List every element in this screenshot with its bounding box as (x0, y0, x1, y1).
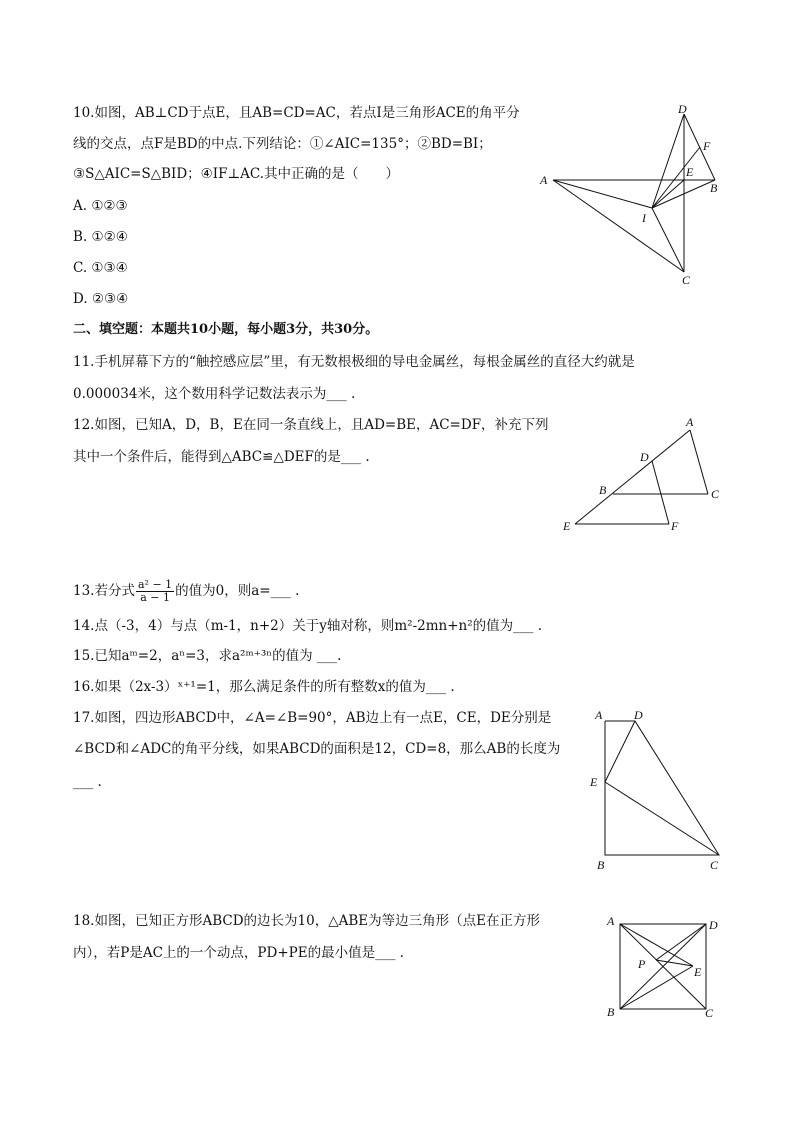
q10-option-c: C. ①③④ (73, 260, 128, 276)
q13-numerator: a² − 1 (137, 578, 173, 591)
q10-label-a: A (540, 173, 548, 187)
q16-line: 16.如果（2x-3）ˣ⁺¹=1，那么满足条件的所有整数x的值为___ . (73, 679, 455, 695)
q10-figure (535, 100, 725, 290)
q12-label-f: F (671, 519, 679, 533)
q12-figure (555, 408, 735, 538)
q10-option-b: B. ①②④ (73, 229, 128, 245)
q12-label-b: B (599, 483, 607, 497)
q17-line-3: ___ . (73, 774, 102, 790)
q12-seg-ea (575, 430, 690, 524)
q11-line-2: 0.000034米，这个数用科学记数法表示为___ . (73, 386, 356, 402)
q11-line-1: 11.手机屏幕下方的“触控感应层”里，有无数根极细的导电金属丝，每根金属丝的直径大约就是 (73, 354, 635, 370)
q12-line-1: 12.如图，已知A，D，B，E在同一条直线上，且AD=BE，AC=DF，补充下列 (73, 417, 549, 433)
q10-line-3: ③S△AIC=S△BID；④IF⊥AC.其中正确的是（ ） (73, 166, 400, 182)
q13-prefix: 13.若分式 (73, 583, 135, 599)
q10-label-f: F (703, 139, 711, 153)
q12-line-2: 其中一个条件后，能得到△ABC≌△DEF的是___ . (73, 449, 370, 465)
q18-label-a: A (607, 914, 615, 928)
q17-seg-ec (605, 782, 719, 855)
q18-line-1: 18.如图，已知正方形ABCD的边长为10，△ABE为等边三角形（点E在正方形 (73, 913, 540, 929)
q18-label-d: D (709, 918, 718, 932)
q18-figure (598, 910, 728, 1025)
q10-label-d: D (678, 102, 687, 116)
q13-suffix: 的值为0，则a=___ . (175, 583, 300, 599)
q17-line-2: ∠BCD和∠ADC的角平分线，如果ABCD的面积是12，CD=8，那么AB的长度为 (73, 741, 561, 757)
q12-label-d: D (640, 450, 649, 464)
q17-label-b: B (597, 858, 605, 872)
q17-quadrilateral (605, 721, 719, 855)
q10-label-i: I (642, 211, 646, 225)
q10-label-c: C (682, 273, 691, 287)
section-heading: 二、填空题：本题共10小题，每小题3分，共30分。 (73, 322, 379, 337)
q17-line-1: 17.如图，四边形ABCD中，∠A=∠B=90°，AB边上有一点E，CE，DE分别是 (73, 710, 552, 726)
q10-label-b: B (710, 181, 718, 195)
q13-fraction (136, 579, 174, 604)
q17-label-e: E (590, 775, 598, 789)
q18-line-2: 内），若P是AC上的一个动点，PD+PE的最小值是___ . (73, 945, 404, 961)
q17-figure (585, 705, 725, 875)
q13-denominator: a − 1 (140, 591, 170, 604)
q14-line: 14.点（-3，4）与点（m-1，n+2）关于y轴对称，则m²-2mn+n²的值为___ . (73, 618, 542, 634)
q17-label-a: A (595, 708, 603, 722)
q17-label-d: D (634, 708, 643, 722)
q18-label-c: C (705, 1006, 714, 1020)
q18-label-p: P (638, 957, 646, 971)
q10-seg-ic (652, 208, 684, 272)
q12-seg-df (652, 461, 669, 524)
q12-label-a: A (686, 415, 694, 429)
q10-option-d: D. ②③④ (73, 291, 129, 307)
q10-label-e: E (686, 165, 694, 179)
q10-seg-ac (553, 180, 684, 272)
q10-line-1: 10.如图，AB⊥CD于点E，且AB=CD=AC，若点I是三角形ACE的角平分 (73, 105, 520, 121)
q10-line-2: 线的交点，点F是BD的中点.下列结论：①∠AIC=135°；②BD=BI； (73, 136, 492, 152)
q18-label-b: B (607, 1005, 615, 1019)
q12-seg-ac (690, 430, 708, 494)
q13-line (73, 578, 299, 604)
q18-seg-pd (656, 924, 706, 960)
q10-seg-ai (553, 180, 652, 208)
q12-label-e: E (563, 519, 571, 533)
q18-label-e: E (694, 965, 702, 979)
q10-option-a: A. ①②③ (73, 198, 128, 214)
q15-line: 15.已知aᵐ=2，aⁿ=3，求a²ᵐ⁺³ⁿ的值为 ___. (73, 648, 342, 664)
q17-seg-ed (605, 721, 635, 782)
q12-label-c: C (711, 487, 720, 501)
q17-label-c: C (710, 858, 719, 872)
